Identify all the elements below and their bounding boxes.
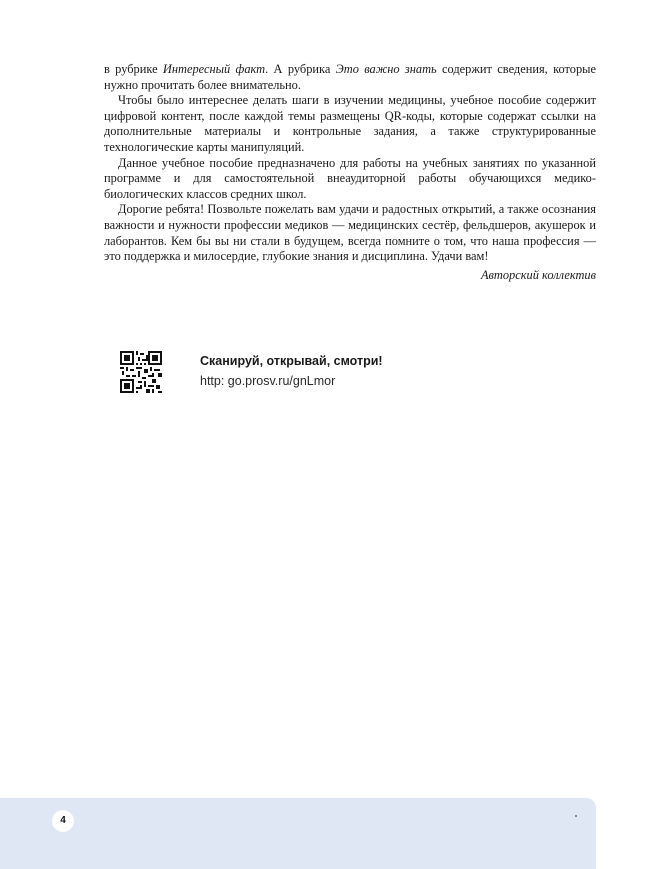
- p1-mid: . А рубрика: [265, 62, 336, 76]
- qr-url-link[interactable]: http: go.prosv.ru/gnLmor: [200, 374, 336, 388]
- footer-dot: [575, 815, 577, 817]
- page-number: 4: [52, 810, 74, 832]
- paragraph-greeting: Дорогие ребята! Позвольте пожелать вам удачи и радостных открытий, а также осознания важности и нужности профессии медиков — медицинских сестёр, фельдшеров, акушерок и лаборантов. Кем бы вы ни стали в будущем, всегда помните о том, что наша профессия — это поддержка и милосердие, глубокие знания и дисциплина. Удачи вам!: [104, 202, 596, 264]
- paragraph-rubrics: [104, 62, 596, 93]
- paragraph-purpose: Данное учебное пособие предназначено для работы на учебных занятиях по указанной программе и для самостоятельной внеаудиторной работы обучающихся медико-биологических классов средних школ.: [104, 155, 596, 201]
- signature: Авторский коллектив: [480, 267, 596, 282]
- qr-title: Сканируй, открывай, смотри!: [200, 354, 383, 368]
- footer-band: [0, 798, 596, 869]
- body-text: [104, 62, 596, 283]
- rubric-important: Это важно знать: [335, 62, 437, 76]
- p1-post: содержит сведения, которые нужно прочитать более внимательно.: [104, 62, 596, 92]
- paragraph-digital-content: Чтобы было интереснее делать шаги в изучении медицины, учебное пособие содержит цифровой контент, после каждой темы размещены QR-коды, которые содержат ссылки на дополнительные материалы и контрольные задания, а также структурированные технологические карты манипуляций.: [104, 93, 596, 154]
- qr-caption: [200, 354, 383, 388]
- qr-code-icon[interactable]: [120, 351, 162, 393]
- rubric-interesting-fact: Интересный факт: [162, 62, 266, 76]
- p1-pre: в рубрике: [104, 62, 163, 76]
